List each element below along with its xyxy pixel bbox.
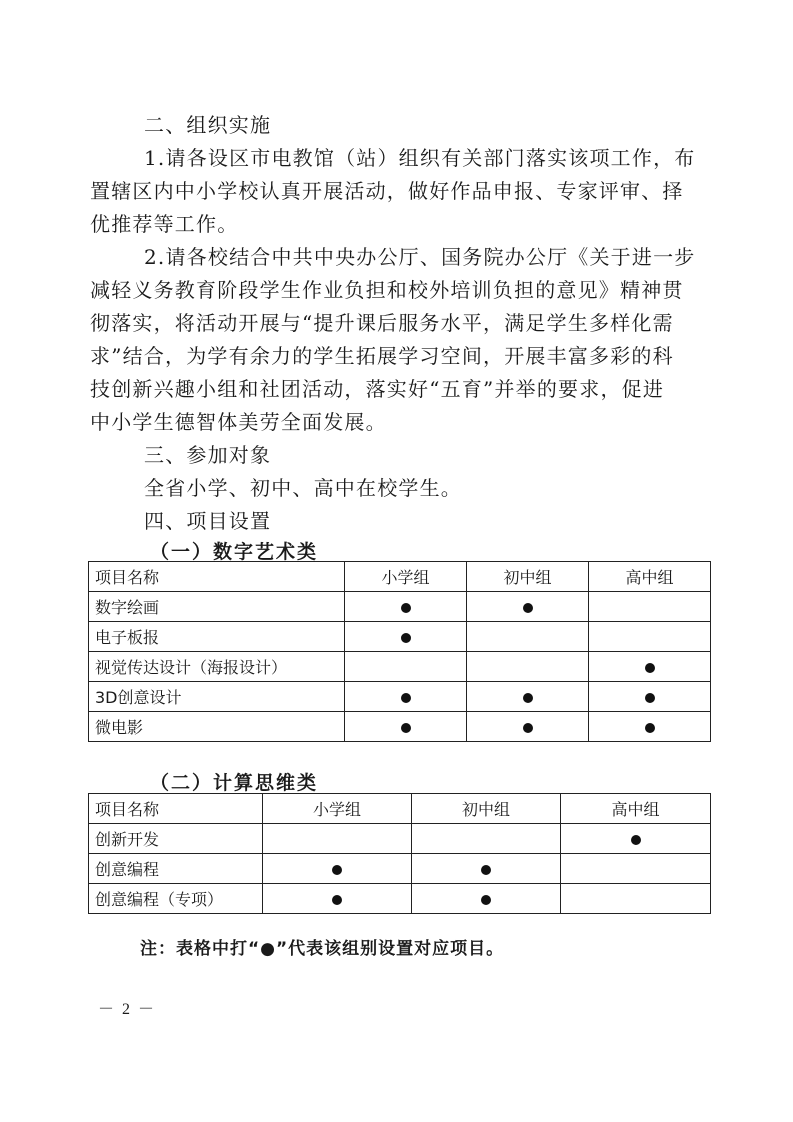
primary-cell (263, 824, 412, 854)
table-row (89, 824, 711, 854)
header-senior: 高中组 (561, 794, 711, 824)
senior-cell (561, 884, 711, 914)
junior-cell (467, 622, 589, 652)
section2-p2-line6: 中小学生德智体美劳全面发展。 (90, 410, 387, 434)
section2-p2-line4: 求”结合，为学有余力的学生拓展学习空间，开展丰富多彩的科 (90, 344, 674, 368)
senior-cell (561, 824, 711, 854)
section2-p2-line2: 减轻义务教育阶段学生作业负担和校外培训负担的意见》精神贯 (90, 278, 684, 302)
bullet-dot-icon (631, 835, 641, 845)
header-primary: 小学组 (263, 794, 412, 824)
table-row (89, 884, 711, 914)
item-name-cell: 创意编程 (89, 854, 263, 884)
primary-cell (345, 622, 467, 652)
header-junior: 初中组 (467, 562, 589, 592)
section3-text: 全省小学、初中、高中在校学生。 (144, 476, 462, 500)
page-number: － 2 － (98, 1001, 157, 1018)
bullet-dot-icon (523, 693, 533, 703)
bullet-dot-icon (401, 603, 411, 613)
header-primary: 小学组 (345, 562, 467, 592)
table-header-row (89, 794, 711, 824)
bullet-dot-icon (645, 693, 655, 703)
table-row (89, 622, 711, 652)
primary-cell (345, 652, 467, 682)
primary-cell (263, 884, 412, 914)
bullet-dot-icon (645, 663, 655, 673)
item-name-cell: 创意编程（专项） (89, 884, 263, 914)
bullet-dot-icon (481, 865, 491, 875)
bullet-dot-icon (401, 693, 411, 703)
table-row (89, 652, 711, 682)
bullet-dot-icon (523, 603, 533, 613)
table-header-row (89, 562, 711, 592)
computational-thinking-table (88, 793, 711, 914)
junior-cell (412, 884, 561, 914)
bullet-dot-icon (401, 633, 411, 643)
junior-cell (467, 592, 589, 622)
junior-cell (412, 854, 561, 884)
junior-cell (467, 682, 589, 712)
table-note: 注：表格中打“●”代表该组别设置对应项目。 (140, 939, 505, 959)
item-name-cell: 数字绘画 (89, 592, 345, 622)
junior-cell (467, 652, 589, 682)
junior-cell (412, 824, 561, 854)
senior-cell (589, 622, 711, 652)
item-name-cell: 3D创意设计 (89, 682, 345, 712)
senior-cell (589, 712, 711, 742)
section3-heading: 三、参加对象 (144, 443, 272, 467)
header-item-name: 项目名称 (89, 794, 263, 824)
table1-title: （一）数字艺术类 (150, 541, 319, 563)
junior-cell (467, 712, 589, 742)
bullet-dot-icon (523, 723, 533, 733)
table2-title: （二）计算思维类 (150, 772, 319, 794)
senior-cell (561, 854, 711, 884)
section4-heading: 四、项目设置 (144, 509, 272, 533)
item-name-cell: 视觉传达设计（海报设计） (89, 652, 345, 682)
digital-art-table (88, 561, 711, 742)
primary-cell (345, 592, 467, 622)
section2-p1-line3: 优推荐等工作。 (90, 212, 239, 236)
table-row (89, 592, 711, 622)
bullet-dot-icon (332, 865, 342, 875)
senior-cell (589, 682, 711, 712)
table-row (89, 854, 711, 884)
item-name-cell: 电子板报 (89, 622, 345, 652)
section2-heading: 二、组织实施 (144, 113, 272, 137)
header-senior: 高中组 (589, 562, 711, 592)
item-name-cell: 微电影 (89, 712, 345, 742)
header-item-name: 项目名称 (89, 562, 345, 592)
bullet-dot-icon (481, 895, 491, 905)
table-row (89, 682, 711, 712)
primary-cell (345, 712, 467, 742)
section2-p1-line1: 1.请各设区市电教馆（站）组织有关部门落实该项工作，布 (144, 146, 696, 170)
item-name-cell: 创新开发 (89, 824, 263, 854)
bullet-dot-icon (401, 723, 411, 733)
section2-p1-line2: 置辖区内中小学校认真开展活动，做好作品申报、专家评审、择 (90, 179, 684, 203)
senior-cell (589, 592, 711, 622)
primary-cell (345, 682, 467, 712)
bullet-dot-icon (332, 895, 342, 905)
header-junior: 初中组 (412, 794, 561, 824)
bullet-dot-icon (645, 723, 655, 733)
section2-p2-line3: 彻落实，将活动开展与“提升课后服务水平，满足学生多样化需 (90, 311, 674, 335)
section2-p2-line5: 技创新兴趣小组和社团活动，落实好“五育”并举的要求，促进 (90, 377, 665, 401)
primary-cell (263, 854, 412, 884)
section2-p2-line1: 2.请各校结合中共中央办公厅、国务院办公厅《关于进一步 (144, 245, 696, 269)
table-row (89, 712, 711, 742)
senior-cell (589, 652, 711, 682)
